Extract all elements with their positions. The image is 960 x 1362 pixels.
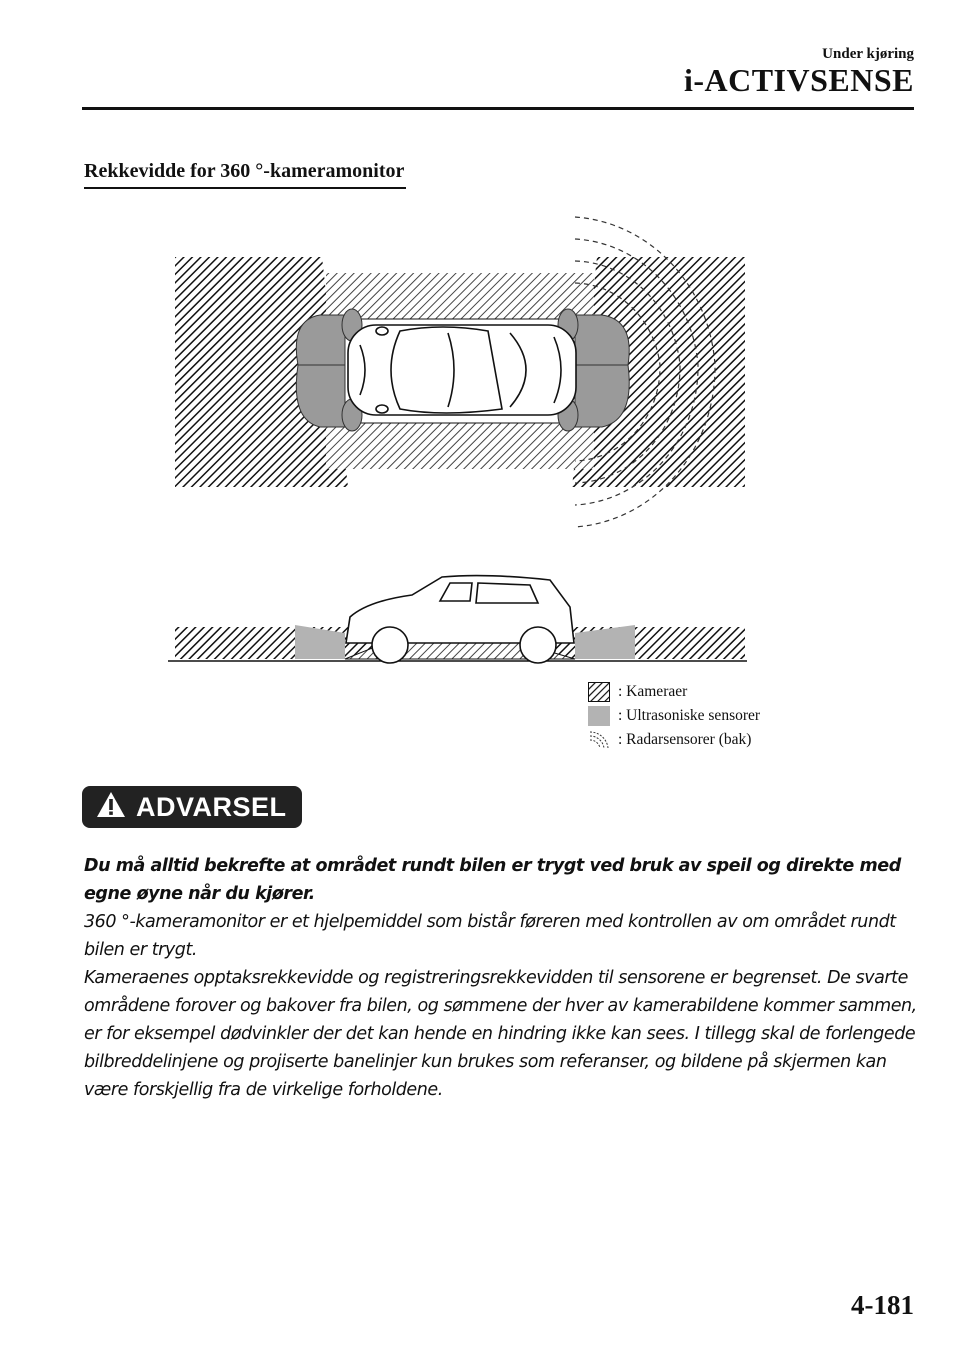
hatched-swatch-icon bbox=[588, 682, 610, 702]
car-top-view bbox=[348, 325, 576, 415]
camera-range-illustration bbox=[150, 205, 770, 675]
header-chapter-title: i-ACTIVSENSE bbox=[683, 62, 914, 98]
legend-label-cameras: : Kameraer bbox=[618, 683, 688, 700]
page-number: 4-181 bbox=[851, 1290, 914, 1320]
header-section-label: Under kjøring bbox=[822, 46, 914, 62]
legend-item-radar bbox=[588, 728, 760, 752]
warning-triangle-icon bbox=[96, 791, 126, 823]
side-camera-area-top bbox=[326, 273, 594, 319]
legend-item-ultrasonic bbox=[588, 704, 760, 728]
side-view bbox=[168, 576, 747, 663]
legend-label-ultrasonic: : Ultrasoniske sensorer bbox=[618, 707, 761, 724]
warning-banner bbox=[82, 786, 302, 828]
warning-paragraph: 360 °-kameramonitor er et hjelpemiddel som bistår føreren med kontrollen av om området rundt bilen er trygt. bbox=[84, 912, 896, 960]
header-rule bbox=[82, 107, 914, 110]
camera-range-figure bbox=[150, 205, 770, 675]
warning-paragraph-bold: Du må alltid bekrefte at området rundt bilen er trygt ved bruk av speil og direkte med egne øyne når du kjører. bbox=[84, 856, 901, 904]
top-view bbox=[175, 217, 745, 527]
legend bbox=[588, 680, 760, 752]
warning-body bbox=[84, 852, 924, 1104]
warning-paragraph: Kameraenes opptaksrekkevidde og registreringsrekkevidden til sensorene er begrenset. De svarte områdene forover og bakover fra bilen, og sømmene der hver av kamerabildene kommer sammen, er for eksempel dødvinkler der det kan hende en hindring ikke kan sees. I tillegg skal de forlengede bilbreddelinjene og projiserte banelinjer kun brukes som referanser, og bildene på skjermen kan være forskjellig fra de virkelige forholdene. bbox=[84, 968, 917, 1100]
radar-waves-icon bbox=[588, 730, 610, 750]
section-heading: Rekkevidde for 360 °-kameramonitor bbox=[84, 160, 406, 189]
gray-swatch-icon bbox=[588, 706, 610, 726]
side-camera-area-bottom bbox=[326, 423, 594, 469]
warning-title: ADVARSEL bbox=[136, 791, 287, 822]
legend-item-cameras bbox=[588, 680, 760, 704]
legend-label-radar: : Radarsensorer (bak) bbox=[618, 731, 752, 748]
